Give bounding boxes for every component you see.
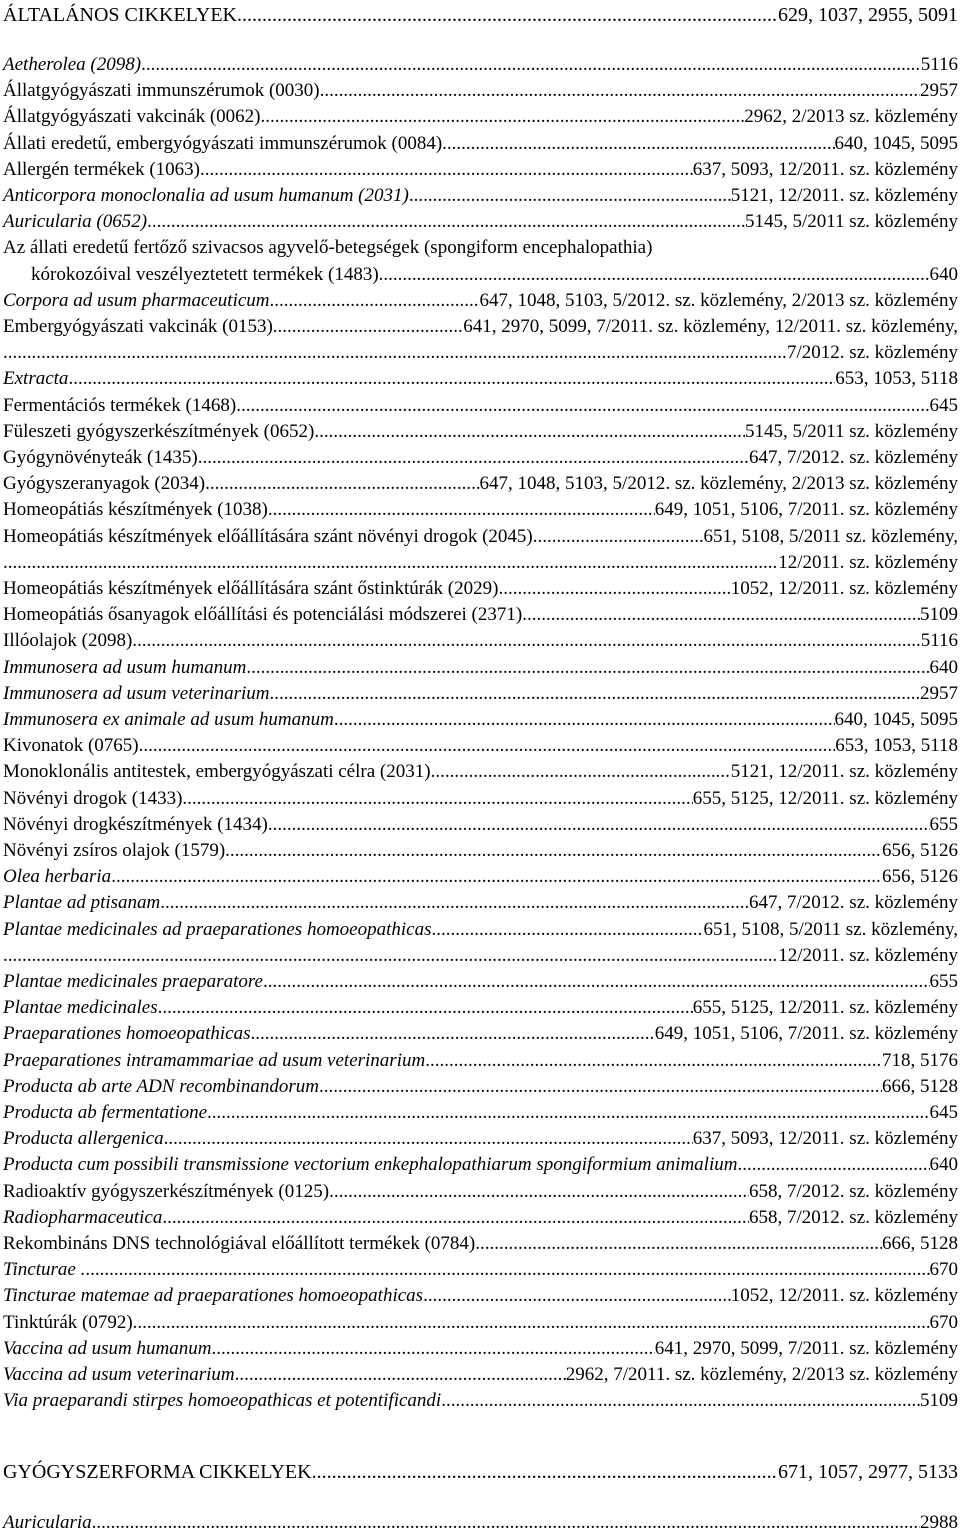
- index-entry: [3, 131, 958, 157]
- index-entry: [3, 235, 958, 261]
- dot-leader: [263, 969, 930, 995]
- entry-page-refs: 647, 1048, 5103, 5/2012. sz. közlemény, 2/2013 sz. közlemény: [479, 473, 958, 495]
- entry-name: Auricularia (0652): [3, 211, 148, 233]
- index-entry: [3, 1126, 958, 1152]
- entry-page-refs: 641, 2970, 5099, 7/2011. sz. közlemény, 12/2011. sz. közlemény,: [463, 316, 958, 337]
- index-entry: [3, 707, 958, 733]
- section-title: GYÓGYSZERFORMA CIKKELYEK: [3, 1461, 312, 1483]
- entry-page-refs: 2957: [920, 682, 958, 704]
- dot-leader: [320, 78, 920, 104]
- index-entry: [3, 288, 958, 314]
- entry-name: Homeopátiás készítmények (1038): [3, 499, 268, 521]
- index-entry: [3, 209, 958, 235]
- entry-name: Homeopátiás készítmények előállítására szánt őstinktúrák (2029): [3, 578, 499, 599]
- dot-leader: [164, 1126, 693, 1152]
- index-entry: [3, 445, 958, 471]
- entry-name: Producta ab arte ADN recombinandorum: [3, 1075, 319, 1097]
- index-entry: [3, 183, 958, 209]
- index-entry: [3, 943, 958, 969]
- entry-page-refs: 647, 1048, 5103, 5/2012. sz. közlemény, 2/2013 sz. közlemény: [479, 289, 958, 311]
- entry-page-refs: 666, 5128: [882, 1233, 958, 1254]
- entry-name: Plantae ad ptisanam: [3, 892, 161, 914]
- entry-page-refs: 7/2012. sz. közlemény: [787, 342, 958, 364]
- entry-name: Extracta: [3, 368, 69, 390]
- dot-leader: [268, 497, 655, 523]
- index-entry: [3, 550, 958, 576]
- index-entry: [3, 1510, 958, 1536]
- index-entry: [3, 655, 958, 681]
- entry-page-refs: 670: [929, 1311, 958, 1333]
- index-entry: [3, 393, 958, 419]
- entry-page-refs: 655: [929, 971, 958, 992]
- dot-leader: [160, 890, 749, 916]
- dot-leader: [312, 1459, 778, 1485]
- index-entry: [3, 1310, 958, 1336]
- dot-leader: [431, 759, 731, 785]
- entry-page-refs: 640: [929, 1154, 958, 1176]
- dot-leader: [147, 209, 745, 235]
- index-entry: [3, 733, 958, 759]
- index-entry: [3, 917, 958, 943]
- dot-leader: [92, 1510, 920, 1536]
- entry-page-refs: 653, 1053, 5118: [835, 735, 958, 757]
- index-entry: [3, 838, 958, 864]
- index-entry: [3, 1257, 958, 1283]
- dot-leader: [3, 550, 778, 576]
- entry-name: Homeopátiás készítmények előállítására szánt növényi drogok (2045): [3, 525, 533, 547]
- entry-page-refs: 637, 5093, 12/2011. sz. közlemény: [692, 158, 958, 180]
- entry-page-refs: 649, 1051, 5106, 7/2011. sz. közlemény: [654, 499, 958, 521]
- entry-page-refs: 5116: [920, 54, 958, 75]
- dot-leader: [409, 183, 731, 209]
- dot-leader: [737, 1152, 929, 1178]
- entry-page-refs: 651, 5108, 5/2011 sz. közlemény,: [703, 525, 958, 547]
- index-entry: [3, 864, 958, 890]
- entry-page-refs: 645: [929, 1102, 958, 1123]
- dot-leader: [270, 288, 480, 314]
- entry-name: Plantae medicinales: [3, 997, 158, 1019]
- section-page-refs: 671, 1057, 2977, 5133: [778, 1461, 958, 1483]
- entry-page-refs: 2962, 2/2013 sz. közlemény: [744, 106, 958, 128]
- index-entry: [3, 497, 958, 523]
- entry-name: Gyógyszeranyagok (2034): [3, 473, 206, 495]
- entry-name: Plantae medicinales praeparatore: [3, 971, 263, 992]
- entry-name: Monoklonális antitestek, embergyógyászati célra (2031): [3, 761, 431, 783]
- dot-leader: [246, 655, 929, 681]
- index-entry: [3, 340, 958, 366]
- entry-page-refs: 637, 5093, 12/2011. sz. közlemény: [692, 1128, 958, 1150]
- dot-leader: [198, 445, 749, 471]
- dot-leader: [3, 943, 778, 969]
- index-entry: [3, 1100, 958, 1126]
- entry-page-refs: 655: [929, 813, 958, 835]
- index-entry: [3, 157, 958, 183]
- dot-leader: [442, 131, 834, 157]
- index-entry: [31, 262, 958, 288]
- entry-name: Kivonatok (0765): [3, 735, 139, 757]
- entry-page-refs: 655, 5125, 12/2011. sz. közlemény: [692, 787, 958, 809]
- index-entry: [3, 969, 958, 995]
- entry-page-refs: 640, 1045, 5095: [834, 132, 958, 154]
- dot-leader: [475, 1231, 882, 1257]
- entry-page-refs: 5121, 12/2011. sz. közlemény: [730, 185, 958, 206]
- entry-page-refs: 1052, 12/2011. sz. közlemény: [730, 578, 958, 599]
- dot-leader: [334, 707, 835, 733]
- entry-name: Immunosera ad usum humanum: [3, 656, 247, 678]
- entry-name: Producta allergenica: [3, 1128, 164, 1150]
- dot-leader: [236, 393, 929, 419]
- entry-page-refs: 656, 5126: [882, 840, 958, 861]
- entry-name: Rekombináns DNS technológiával előállított termékek (0784): [3, 1233, 476, 1254]
- entry-page-refs: 5109: [920, 1390, 958, 1412]
- index-entry: [3, 471, 958, 497]
- entry-page-refs: 649, 1051, 5106, 7/2011. sz. közlemény: [654, 1023, 958, 1045]
- dot-leader: [139, 733, 836, 759]
- entry-page-refs: 2957: [920, 80, 958, 102]
- index-entry: [3, 602, 958, 628]
- dot-leader: [273, 314, 463, 340]
- dot-leader: [132, 628, 920, 654]
- dot-leader: [498, 576, 730, 602]
- dot-leader: [270, 681, 920, 707]
- entry-name: Növényi drogkészítmények (1434): [3, 813, 268, 835]
- entry-page-refs: 2988: [920, 1512, 958, 1533]
- index-entry: [3, 812, 958, 838]
- dot-leader: [423, 1283, 731, 1309]
- dot-leader: [314, 419, 745, 445]
- dot-leader: [207, 1100, 929, 1126]
- index-entry: [3, 1362, 958, 1388]
- entry-name: Állatgyógyászati immunszérumok (0030): [3, 80, 320, 102]
- section-title: ÁLTALÁNOS CIKKELYEK: [3, 4, 237, 26]
- section-heading: [3, 2, 958, 28]
- entry-name: Vaccina ad usum veterinarium: [3, 1364, 235, 1385]
- index-entry: [3, 1179, 958, 1205]
- entry-page-refs: 655, 5125, 12/2011. sz. közlemény: [692, 997, 958, 1019]
- entry-name: Embergyógyászati vakcinák (0153): [3, 316, 273, 337]
- dot-leader: [225, 838, 882, 864]
- dot-leader: [211, 1336, 654, 1362]
- entry-name: Fermentációs termékek (1468): [3, 394, 237, 416]
- entry-page-refs: 641, 2970, 5099, 7/2011. sz. közlemény: [654, 1337, 958, 1359]
- entry-page-refs: 5145, 5/2011 sz. közlemény: [744, 420, 958, 442]
- index-entry: [3, 1231, 958, 1257]
- index-entry: [3, 1205, 958, 1231]
- entry-page-refs: 640, 1045, 5095: [834, 709, 958, 730]
- dot-leader: [533, 524, 704, 550]
- index-entry: [3, 1152, 958, 1178]
- dot-leader: [3, 340, 787, 366]
- entry-name: Radioaktív gyógyszerkészítmények (0125): [3, 1180, 330, 1202]
- entry-page-refs: 658, 7/2012. sz. közlemény: [749, 1180, 958, 1202]
- entry-name: Olea herbaria: [3, 866, 112, 888]
- index-entry: [3, 314, 958, 340]
- dot-leader: [158, 995, 693, 1021]
- entry-page-refs: 5145, 5/2011 sz. közlemény: [744, 211, 958, 233]
- entry-name: Füleszeti gyógyszerkészítmények (0652): [3, 420, 315, 442]
- entry-name: Gyógynövényteák (1435): [3, 447, 198, 468]
- entry-name: Tincturae matemae ad praeparationes homoeopathicas: [3, 1285, 424, 1307]
- index-entry: [3, 890, 958, 916]
- entry-page-refs: 656, 5126: [882, 866, 958, 888]
- entry-page-refs: 670: [929, 1259, 958, 1281]
- entry-name: Praeparationes intramammariae ad usum veterinarium: [3, 1049, 426, 1071]
- index-entry: [3, 786, 958, 812]
- index-entry: [3, 1388, 958, 1414]
- entry-name: Állati eredetű, embergyógyászati immunszérumok (0084): [3, 132, 443, 154]
- entry-page-refs: 5116: [920, 630, 958, 652]
- entry-page-refs: 12/2011. sz. közlemény: [778, 551, 958, 573]
- dot-leader: [425, 1048, 882, 1074]
- entry-name: Tinktúrák (0792): [3, 1311, 133, 1333]
- index-entry: [3, 419, 958, 445]
- entry-page-refs: 5109: [920, 604, 958, 626]
- dot-leader: [111, 864, 882, 890]
- entry-page-refs: 666, 5128: [882, 1075, 958, 1097]
- index-entry: [3, 524, 958, 550]
- index-entry: [3, 1283, 958, 1309]
- entry-name: Praeparationes homoeopathicas: [3, 1023, 251, 1045]
- dot-leader: [268, 812, 930, 838]
- section-heading: [3, 1459, 958, 1485]
- dot-leader: [68, 366, 835, 392]
- dot-leader: [329, 1179, 749, 1205]
- entry-page-refs: 718, 5176: [882, 1049, 958, 1071]
- entry-page-refs: 658, 7/2012. sz. közlemény: [749, 1206, 958, 1228]
- index-entry: [3, 628, 958, 654]
- entry-page-refs: 2962, 7/2011. sz. közlemény, 2/2013 sz. közlemény: [565, 1364, 958, 1385]
- entry-name: Plantae medicinales ad praeparationes homoeopathicas: [3, 918, 432, 940]
- entry-page-refs: 651, 5108, 5/2011 sz. közlemény,: [703, 918, 958, 940]
- entry-name: Radiopharmaceutica: [3, 1206, 163, 1228]
- dot-leader: [200, 157, 693, 183]
- entry-name: Anticorpora monoclonalia ad usum humanum (2031): [3, 185, 409, 206]
- index-entry: [3, 52, 958, 78]
- index-entry: [3, 78, 958, 104]
- index-entry: [3, 1336, 958, 1362]
- entry-name: Növényi zsíros olajok (1579): [3, 840, 226, 861]
- entry-name: Vaccina ad usum humanum: [3, 1337, 212, 1359]
- dot-leader: [85, 1257, 929, 1283]
- entry-name: Allergén termékek (1063): [3, 158, 200, 180]
- entry-name: Állatgyógyászati vakcinák (0062): [3, 106, 261, 128]
- dot-leader: [205, 471, 479, 497]
- entry-name: Immunosera ad usum veterinarium: [3, 682, 270, 704]
- entry-name: Immunosera ex animale ad usum humanum: [3, 709, 334, 730]
- entry-page-refs: 640: [929, 263, 958, 285]
- index-entry: [3, 576, 958, 602]
- index-entry: [3, 681, 958, 707]
- index-entry: [3, 366, 958, 392]
- section-page-refs: 629, 1037, 2955, 5091: [778, 4, 958, 26]
- entry-name: Tincturae .: [3, 1259, 86, 1281]
- index-entry: [3, 104, 958, 130]
- dot-leader: [432, 917, 704, 943]
- index-entry: [3, 995, 958, 1021]
- entry-name: kórokozóival veszélyeztetett termékek (1483): [31, 263, 379, 285]
- entry-page-refs: 1052, 12/2011. sz. közlemény: [730, 1285, 958, 1307]
- entry-name: Az állati eredetű fertőző szivacsos agyvelő-betegségek (spongiform encephalopathia): [3, 237, 653, 259]
- index-entry: [3, 759, 958, 785]
- dot-leader: [319, 1074, 882, 1100]
- dot-leader: [237, 2, 778, 28]
- entry-page-refs: 653, 1053, 5118: [835, 368, 958, 390]
- dot-leader: [182, 786, 692, 812]
- entry-name: Via praeparandi stirpes homoeopathicas et potentificandi: [3, 1390, 442, 1412]
- entry-name: Aetherolea (2098): [3, 54, 142, 75]
- dot-leader: [522, 602, 920, 628]
- entry-name: Corpora ad usum pharmaceuticum: [3, 289, 270, 311]
- dot-leader: [133, 1310, 930, 1336]
- entry-name: Homeopátiás ősanyagok előállítási és potenciálási módszerei (2371): [3, 604, 523, 626]
- index-entry: [3, 1074, 958, 1100]
- entry-page-refs: 647, 7/2012. sz. közlemény: [749, 892, 958, 914]
- dot-leader: [162, 1205, 749, 1231]
- dot-leader: [235, 1362, 566, 1388]
- dot-leader: [379, 262, 930, 288]
- index-entry: [3, 1021, 958, 1047]
- entry-page-refs: 647, 7/2012. sz. közlemény: [749, 447, 958, 468]
- entry-page-refs: 12/2011. sz. közlemény: [778, 944, 958, 966]
- entry-name: Növényi drogok (1433): [3, 787, 183, 809]
- entry-page-refs: 5121, 12/2011. sz. közlemény: [730, 761, 958, 783]
- dot-leader: [441, 1388, 920, 1414]
- entry-name: Producta cum possibili transmissione vectorium enkephalopathiarum spongiformium animalium: [3, 1154, 738, 1176]
- entry-page-refs: 640: [929, 656, 958, 678]
- dot-leader: [251, 1021, 655, 1047]
- entry-name: Auricularia: [3, 1512, 92, 1533]
- index-entry: [3, 1048, 958, 1074]
- dot-leader: [141, 52, 921, 78]
- entry-name: Producta ab fermentatione: [3, 1102, 208, 1123]
- dot-leader: [260, 104, 744, 130]
- entry-name: Illóolajok (2098): [3, 630, 133, 652]
- entry-page-refs: 645: [929, 394, 958, 416]
